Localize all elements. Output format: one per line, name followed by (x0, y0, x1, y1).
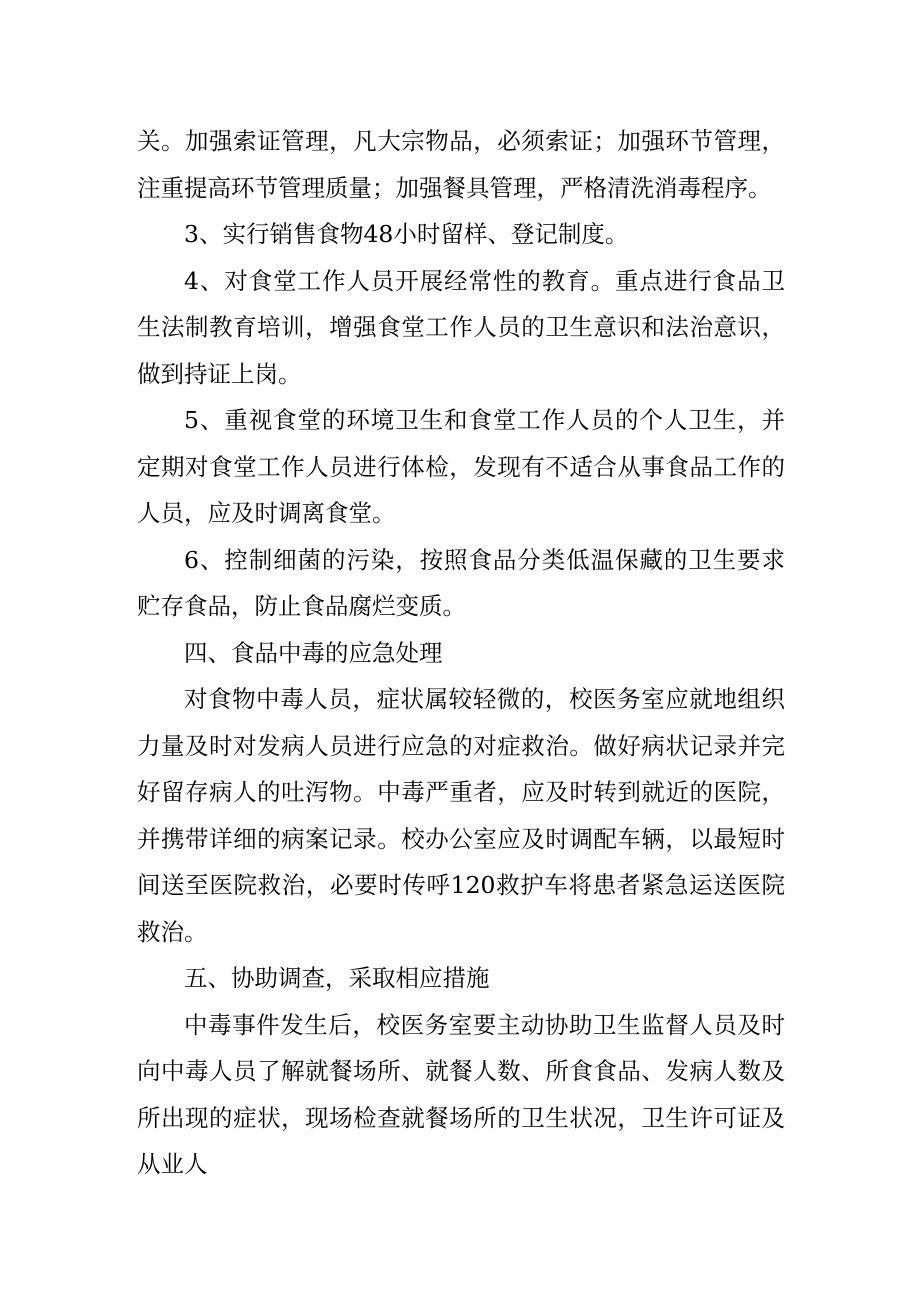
paragraph-item-3: 3、实行销售食物48小时留样、登记制度。 (184, 220, 629, 248)
paragraph-item-4: 4、对食堂工作人员开展经常性的教育。重点进行食品卫生法制教育培训，增强食堂工作人员的卫生意识和法治意识，做到持证上岗。 (137, 266, 785, 388)
paragraph-emergency-handling: 对食物中毒人员，症状属较轻微的，校医务室应就地组织力量及时对发病人员进行应急的对症救治。做好病状记录并完好留存病人的吐泻物。中毒严重者，应及时转到就近的医院，并携带详细的病案记录。校办公室应及时调配车辆，以最短时间送至医院救治，必要时传呼120救护车将患者紧急运送医院救治。 (137, 685, 785, 946)
section-heading-5: 五、协助调查，采取相应措施 (184, 964, 490, 992)
paragraph-continuation: 关。加强索证管理，凡大宗物品，必须索证；加强环节管理，注重提高环节管理质量；加强餐具管理，严格清洗消毒程序。 (137, 127, 785, 202)
section-heading-4: 四、食品中毒的应急处理 (184, 638, 443, 667)
document-body (137, 118, 785, 1188)
paragraph-item-6: 6、控制细菌的污染，按照食品分类低温保藏的卫生要求贮存食品，防止食品腐烂变质。 (137, 545, 785, 620)
paragraph-investigation: 中毒事件发生后，校医务室要主动协助卫生监督人员及时向中毒人员了解就餐场所、就餐人数、所食食品、发病人数及所出现的症状，现场检查就餐场所的卫生状况，卫生许可证及从业人 (137, 1010, 785, 1178)
paragraph-item-5: 5、重视食堂的环境卫生和食堂工作人员的个人卫生，并定期对食堂工作人员进行体检，发现有不适合从事食品工作的人员，应及时调离食堂。 (137, 406, 785, 527)
